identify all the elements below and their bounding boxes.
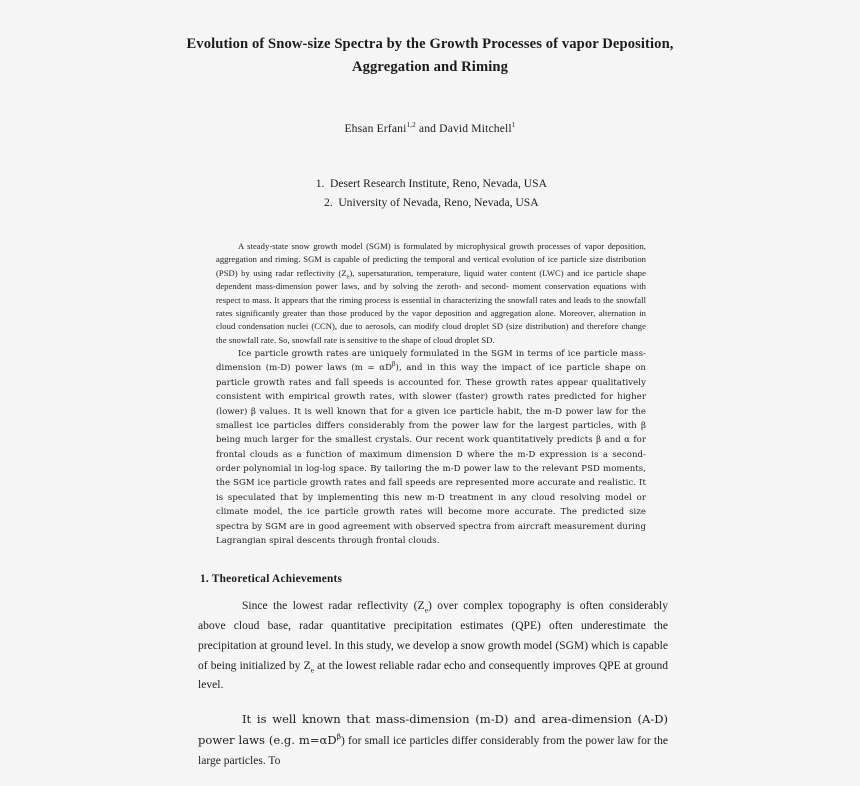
author-1-name: Ehsan Erfani — [344, 122, 407, 135]
abstract-p2-text-b: ), and in this way the impact of ice particle shape on particle growth rates and fall speeds is accounted for. These growth rates appear qualitatively consistent with empirical growth rates, with slower (faster) growth rates predicted for higher (lower) β values. It is well known that for a given ice particle habit, the m-D power law for the smallest ice particles differs considerably from the power law for the largest particles, with β being much larger for the smallest crystals. Our recent work quantitatively predicts β and α for frontal clouds as a function of maximum dimension D where the m-D expression is a second-order polynomial in log-log space. By tailoring the m-D power law to the relevant PSD moments, the SGM ice particle growth rates and fall speeds are represented more accurate and realistic. It is speculated that by implementing this new m-D treatment in any cloud resolving model or climate model, the ice particle growth rates will become more accurate. The predicted size spectra by SGM are in good agreement with observed spectra from aircraft measurement during Lagrangian spiral descents through frontal clouds. — [216, 363, 646, 546]
title-line-1: Evolution of Snow-size Spectra by the Growth Processes of vapor Deposition, — [186, 36, 674, 52]
body-p2-text-a: It is well known that mass-dimension (m-D) and area-dimension (A-D) power laws (e.g. m=αD — [198, 712, 668, 748]
body-paragraph-1 — [198, 597, 668, 696]
abstract-p2-text-a: Ice particle growth rates are uniquely formulated in the SGM in terms of ice particle mass-dimension (m-D) power laws (m = αD — [216, 349, 646, 374]
body-p2-text-b: ) for small ice particles differ considerably from the power law for the large particles. To — [198, 735, 669, 768]
body-p1-subscript-e-2: e — [310, 664, 315, 674]
author-2-affiliation-marker: 1 — [511, 121, 516, 130]
body-p1-text-a: Since the lowest radar reflectivity (Z — [242, 600, 425, 612]
title-line-2: Aggregation and Riming — [352, 58, 508, 75]
author-line — [150, 122, 710, 135]
author-1-affiliation-marker: 1,2 — [406, 121, 416, 130]
abstract-paragraph-1 — [216, 240, 646, 347]
abstract-paragraph-2 — [216, 347, 646, 548]
abstract-p1-text-a: A steady-state snow growth model (SGM) is formulated by microphysical growth processes of vapor deposition, aggregation and riming. SGM is capable of predicting the temporal and vertical evolution of ice particle size distribution (PSD) by using radar reflectivity (Z — [216, 241, 646, 278]
section-heading-theoretical-achievements: 1. Theoretical Achievements — [200, 573, 343, 585]
body-p1-subscript-e-1: e — [424, 605, 428, 615]
affiliation-text-2: University of Nevada, Reno, Nevada, USA — [338, 195, 539, 209]
affiliation-item-2 — [150, 194, 710, 213]
abstract-p2-superscript-beta: β — [392, 361, 396, 369]
affiliation-number-2: 2. — [324, 195, 333, 209]
body-paragraph-2 — [198, 710, 668, 772]
page-title — [150, 33, 710, 78]
body-p1-text-b: ) over complex topography is often considerably above cloud base, radar quantitative precipitation estimates (QPE) often underestimate the precipitation at ground level. In this study, we develop a snow growth model (SGM) which is capable of being initialized by Z — [198, 600, 668, 672]
abstract-p1-subscript-e: e — [346, 274, 350, 281]
author-2-name: David Mitchell — [439, 122, 512, 135]
section-body — [198, 597, 668, 786]
affiliation-text-1: Desert Research Institute, Reno, Nevada, USA — [329, 177, 547, 190]
abstract-p1-text-b: ), supersaturation, temperature, liquid water content (LWC) and ice particle shape dependent mass-dimension power laws, and by solving the zeroth- and second- moment conservation equations with respect to mass. It appears that the riming process is essential in characterizing the snowfall rates and leads to the snowfall rates significantly greater than those produced by the vapor deposition and aggregation alone. Moreover, alternation in cloud condensation nuclei (CCN), due to aerosols, can modify cloud droplet SD (size distribution) and therefore change the snowfall rate. So, snowfall rate is sensitive to the shape of cloud droplet SD. — [216, 267, 646, 345]
affiliation-list — [150, 175, 710, 213]
affiliation-number-1: 1. — [315, 177, 325, 190]
author-conjunction: and — [415, 122, 440, 135]
abstract-section — [216, 240, 646, 548]
body-p1-text-c: at the lowest reliable radar echo and consequently improves QPE at ground level. — [198, 659, 668, 692]
affiliation-item-1 — [150, 175, 710, 194]
body-p2-superscript-beta: β — [336, 732, 341, 742]
